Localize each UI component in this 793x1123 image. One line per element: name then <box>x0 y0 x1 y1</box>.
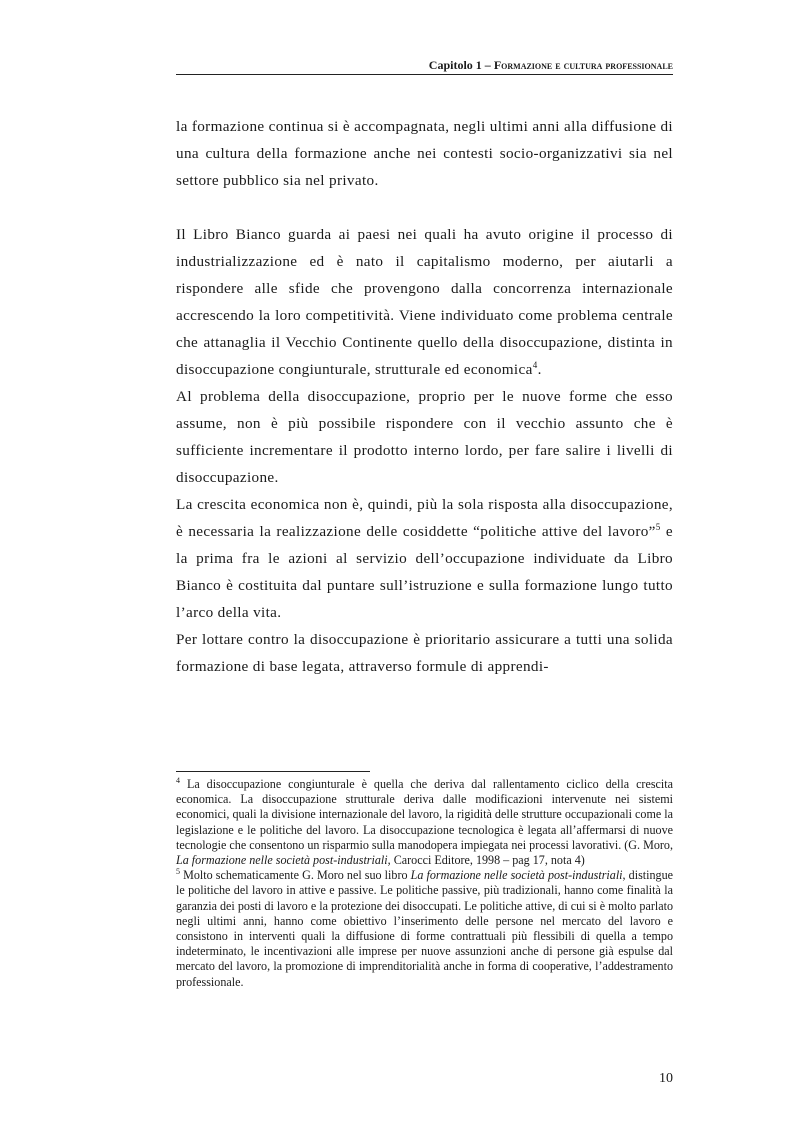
footnote-5 <box>176 868 673 990</box>
paragraph-2-end: . <box>537 361 542 378</box>
footnote-4-citation: Carocci Editore, 1998 – pag 17, nota 4) <box>390 853 585 868</box>
chapter-title: Formazione e cultura professionale <box>493 58 673 72</box>
footnote-5-intro: Molto schematicamente G. Moro nel suo libro <box>180 868 411 883</box>
footnotes <box>176 777 673 990</box>
footnote-5-book-title: La formazione nelle società post-industriali <box>410 868 623 883</box>
footnote-5-number: 5 <box>176 867 180 877</box>
paragraph-4-start: La crescita economica non è, quindi, più la sola risposta alla disoccupazione, è necessaria la realizzazione delle cosiddette “politiche attive del lavoro” <box>176 496 673 540</box>
paragraph-4 <box>176 491 673 626</box>
footnote-4-book-title: La formazione nelle società post-industriali, <box>176 853 391 868</box>
header-rule <box>176 74 673 75</box>
paragraph-1: la formazione continua si è accompagnata, negli ultimi anni alla diffusione di una cultura della formazione anche nei contesti socio-organizzativi sia nel settore pubblico sia nel privato. <box>176 118 673 189</box>
footnote-4-number: 4 <box>176 775 180 785</box>
footnote-rule <box>176 771 370 772</box>
paragraph-2 <box>176 221 673 383</box>
footnote-ref-5: 5 <box>655 521 661 532</box>
footnote-5-text: , distingue le politiche del lavoro in attive e passive. Le politiche passive, più tradizionali, hanno come finalità la garanzia dei posti di lavoro e la protezione dei disoccupati. Le politiche attive, di cui si è molto parlato negli ultimi anni, hanno come obiettivo l’inserimento delle persone nel mercato del lavoro e consistono in interventi quali la diffusione di forme contrattuali più flessibili di quella a tempo indeterminato, le incentivazioni alle imprese per nuove assunzioni anche di persone già espulse dal mercato del lavoro, la promozione di imprenditorialità anche in forma di cooperative, l’addestramento professionale. <box>176 868 674 989</box>
chapter-label: Capitolo 1 – <box>428 58 494 72</box>
page-number: 10 <box>659 1071 673 1086</box>
footnote-4-text: La disoccupazione congiunturale è quella che deriva dal rallentamento ciclico della crescita economica. La disoccupazione strutturale deriva dalle modificazioni intervenute nei sistemi economici, quali la divisione internazionale del lavoro, la rigidità delle strutture occupazionali come la legislazione e le politiche del lavoro. La disoccupazione tecnologica è legata all’affermarsi di nuove tecnologie che consentono un risparmio sulla manodopera impiegata nei processi lavorativi. (G. Moro, <box>176 777 673 852</box>
paragraph-2-text: Il Libro Bianco guarda ai paesi nei quali ha avuto origine il processo di industrializzazione ed è nato il capitalismo moderno, per aiutarli a rispondere alle sfide che provengono dalla concorrenza internazionale accrescendo la loro competitività. Viene individuato come problema centrale che attanaglia il Vecchio Continente quello della disoccupazione, distinta in disoccupazione congiunturale, strutturale ed economica <box>176 226 673 378</box>
paragraph-3: Al problema della disoccupazione, proprio per le nuove forme che esso assume, non è più possibile rispondere con il vecchio assunto che è sufficiente incrementare il prodotto interno lordo, per fare salire i livelli di disoccupazione. <box>176 388 673 486</box>
running-header <box>176 56 673 74</box>
body-text <box>176 113 673 680</box>
footnote-4 <box>176 777 673 868</box>
paragraph-4-end: e la prima fra le azioni al servizio dell’occupazione individuate da Libro Bianco è costituita dal puntare sull’istruzione e sulla formazione lungo tutto l’arco della vita. <box>176 523 673 621</box>
paragraph-5: Per lottare contro la disoccupazione è prioritario assicurare a tutti una solida formazione di base legata, attraverso formule di apprendi- <box>176 631 673 675</box>
footnote-ref-4: 4 <box>532 359 538 370</box>
